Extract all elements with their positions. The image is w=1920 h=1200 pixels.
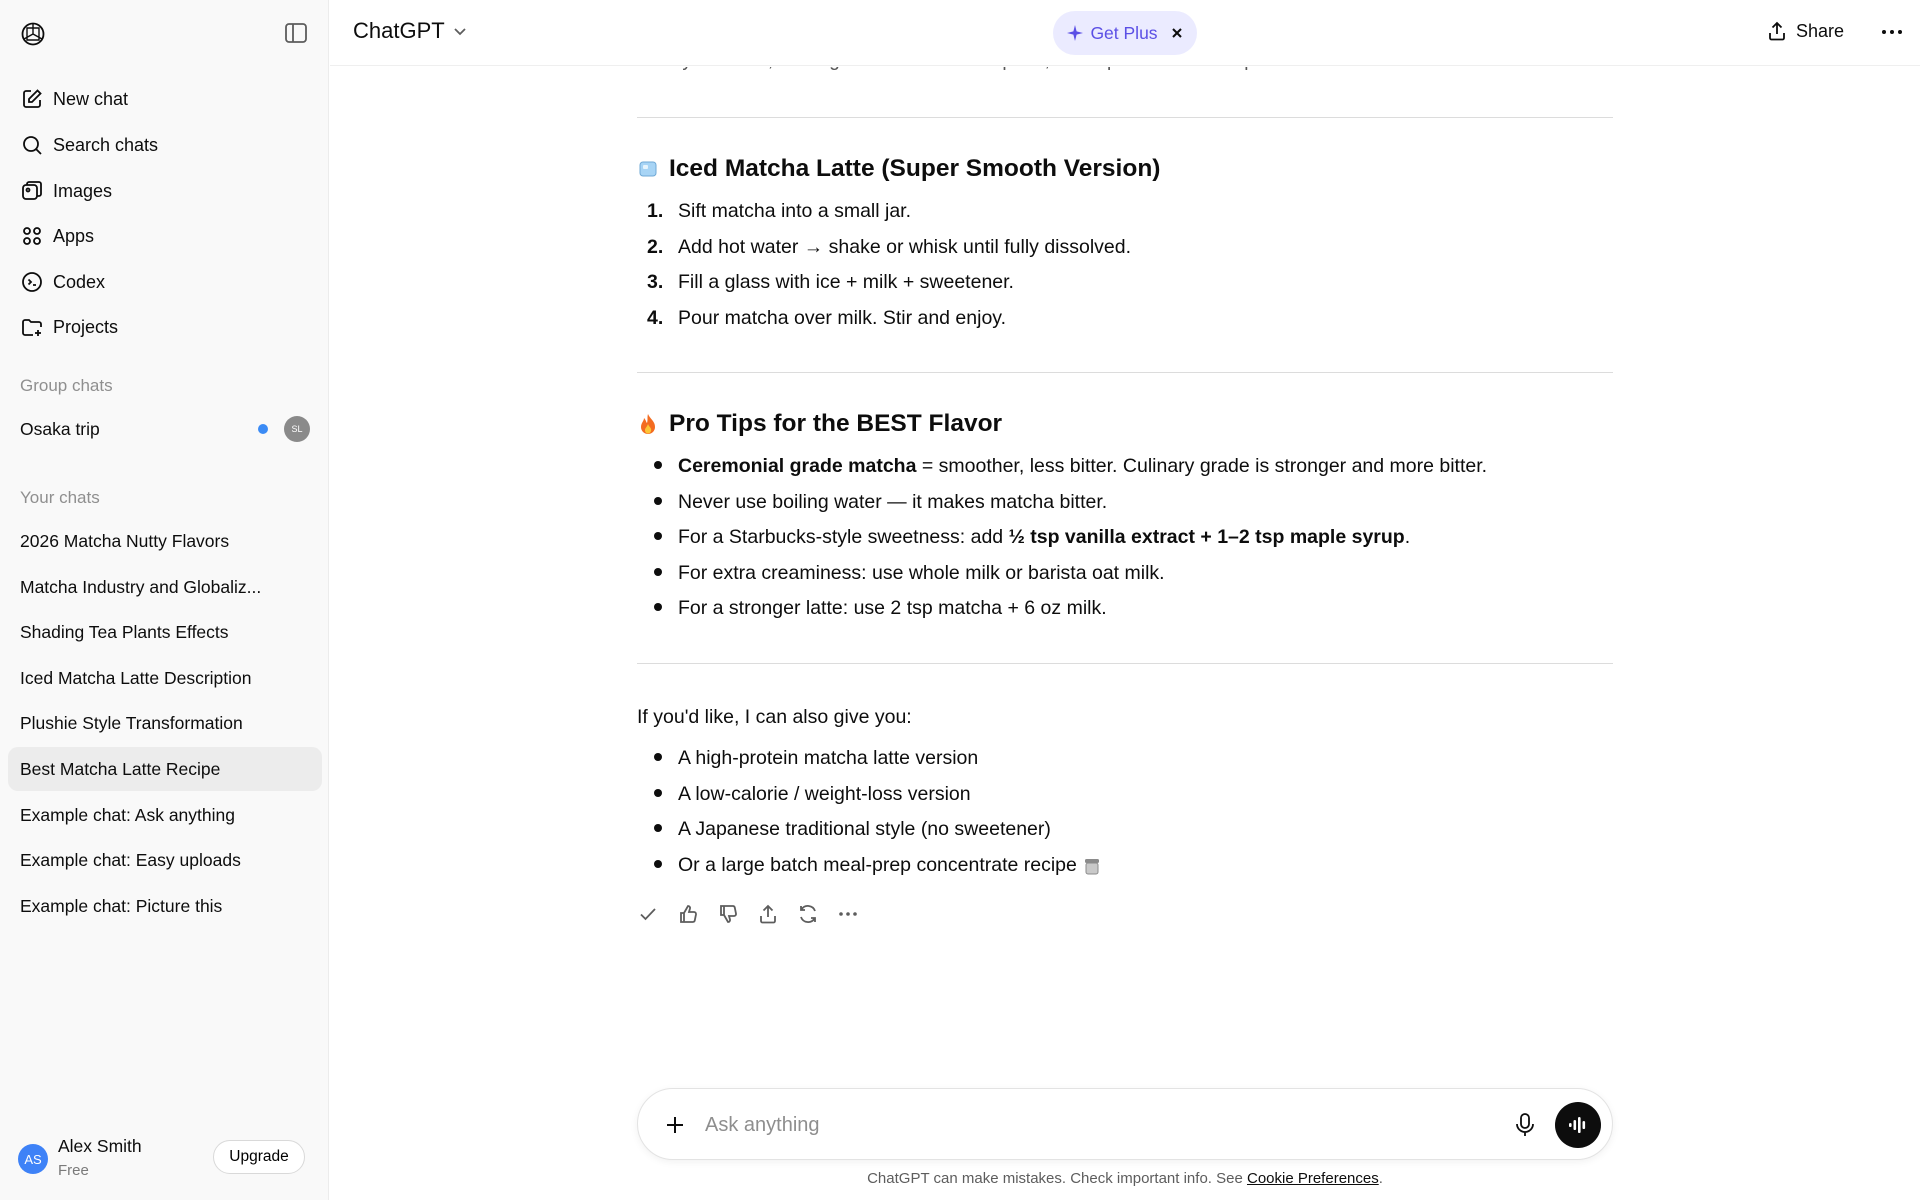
tip-text: For a stronger latte: use 2 tsp matcha + 6 oz milk. <box>678 597 1107 619</box>
user-profile[interactable] <box>0 1130 329 1190</box>
waveform-icon <box>1566 1113 1590 1137</box>
nav-label: Images <box>53 180 113 201</box>
disclaimer-text <box>637 1170 1613 1187</box>
list-item: 4. Pour matcha over milk. Stir and enjoy. <box>647 307 1007 329</box>
list-item <box>654 526 1410 549</box>
chat-item-active[interactable]: Best Matcha Latte Recipe <box>8 747 322 791</box>
user-plan: Free <box>58 1162 89 1179</box>
step-text: Fill a glass with ice + milk + sweetener. <box>678 271 1014 293</box>
more-actions-button[interactable] <box>837 900 877 928</box>
get-plus-label: Get Plus <box>1090 22 1158 43</box>
cookie-preferences-link[interactable]: Cookie Preferences <box>1246 1170 1379 1187</box>
group-avatar: SL <box>284 416 310 442</box>
sidebar-toggle-icon[interactable] <box>284 22 308 44</box>
avatar: AS <box>18 1144 48 1174</box>
nav-label: Codex <box>53 271 106 292</box>
chat-item[interactable]: Example chat: Picture this <box>20 895 223 916</box>
section-heading <box>637 410 1002 438</box>
list-item <box>654 818 1051 841</box>
upgrade-button[interactable]: Upgrade <box>213 1140 305 1174</box>
tip-bold: ½ tsp vanilla extract + 1–2 tsp maple syrup <box>1008 526 1405 548</box>
section-title: Iced Matcha Latte (Super Smooth Version) <box>669 155 1161 182</box>
step-text: Add hot water → shake or whisk until fully dissolved. <box>678 236 1132 258</box>
apps-button[interactable] <box>8 215 322 257</box>
chat-item[interactable]: 2026 Matcha Nutty Flavors <box>20 530 230 551</box>
check-icon <box>637 903 659 925</box>
apps-icon <box>20 224 44 248</box>
model-name: ChatGPT <box>353 18 445 43</box>
more-options-icon[interactable] <box>1878 20 1906 44</box>
codex-icon <box>20 270 44 294</box>
offer-text: A low-calorie / weight-loss version <box>678 783 971 805</box>
your-chats-heading: Your chats <box>20 488 100 507</box>
list-item <box>654 747 978 770</box>
prompt-input[interactable] <box>705 1109 1405 1141</box>
chat-item[interactable]: Plushie Style Transformation <box>20 712 243 733</box>
unread-dot <box>258 424 268 434</box>
offer-text: A Japanese traditional style (no sweetener) <box>678 818 1051 840</box>
step-text: Sift matcha into a small jar. <box>678 200 912 222</box>
ice-cube-icon <box>637 158 659 180</box>
offer-text: A high-protein matcha latte version <box>678 747 979 769</box>
chat-item[interactable]: Example chat: Ask anything <box>20 804 235 825</box>
share-icon <box>1766 20 1788 42</box>
regenerate-button[interactable] <box>797 900 837 928</box>
list-item <box>654 491 1107 514</box>
thumbs-up-icon <box>677 903 699 925</box>
images-icon <box>20 179 44 203</box>
thumbs-down-icon <box>717 903 739 925</box>
divider <box>637 117 1613 118</box>
section-heading <box>637 155 1160 183</box>
list-item: 2. Add hot water → shake or whisk until fully dissolved. <box>647 236 1132 258</box>
tip-text: For extra creaminess: use whole milk or barista oat milk. <box>678 562 1165 584</box>
voice-mode-button[interactable] <box>1555 1102 1601 1148</box>
upload-icon <box>757 903 779 925</box>
group-chats-heading: Group chats <box>20 376 113 395</box>
chat-item[interactable]: Example chat: Easy uploads <box>20 849 241 870</box>
thumbs-down-button[interactable] <box>717 900 757 928</box>
offer-intro: If you'd like, I can also give you: <box>637 706 912 728</box>
copy-button[interactable] <box>637 900 677 928</box>
divider <box>637 372 1613 373</box>
step-text: Pour matcha over milk. Stir and enjoy. <box>678 307 1007 329</box>
sidebar <box>0 0 329 1200</box>
share-label: Share <box>1796 20 1845 41</box>
microphone-icon[interactable] <box>1512 1111 1538 1139</box>
projects-button[interactable] <box>8 306 322 348</box>
get-plus-pill[interactable] <box>1053 11 1197 55</box>
list-item <box>654 597 1107 620</box>
nav-label: New chat <box>53 88 129 109</box>
offer-text: Or a large batch meal-prep concentrate recipe <box>678 854 1077 876</box>
folder-plus-icon <box>20 315 44 339</box>
search-chats-button[interactable] <box>8 124 322 166</box>
group-chat-item[interactable] <box>8 407 322 451</box>
thumbs-up-button[interactable] <box>677 900 717 928</box>
edit-icon <box>20 87 44 111</box>
group-chat-label: Osaka trip <box>20 418 100 439</box>
sparkle-icon <box>1066 24 1084 42</box>
more-horizontal-icon <box>837 903 859 925</box>
nav-label: Search chats <box>53 134 159 155</box>
refresh-icon <box>797 903 819 925</box>
close-icon[interactable] <box>1170 26 1184 40</box>
openai-logo-icon[interactable] <box>19 20 47 48</box>
nav-label: Apps <box>53 225 95 246</box>
disclaimer-body: ChatGPT can make mistakes. Check important info. See <box>867 1170 1247 1187</box>
model-selector[interactable] <box>353 18 469 44</box>
top-header <box>330 0 1920 66</box>
chat-item[interactable]: Matcha Industry and Globaliz... <box>20 576 262 597</box>
chat-item[interactable]: Iced Matcha Latte Description <box>20 667 252 688</box>
composer <box>637 1088 1613 1160</box>
codex-button[interactable] <box>8 261 322 303</box>
tip-bold: Ceremonial grade matcha <box>678 455 917 477</box>
list-item <box>654 562 1165 585</box>
chat-item[interactable]: Shading Tea Plants Effects <box>20 621 229 642</box>
share-button[interactable] <box>1766 20 1844 42</box>
fire-icon <box>637 413 659 435</box>
list-item: 1. Sift matcha into a small jar. <box>647 200 912 222</box>
images-button[interactable] <box>8 170 322 212</box>
list-item <box>654 854 1102 877</box>
divider <box>637 663 1613 664</box>
list-item <box>654 455 1487 478</box>
message-actions <box>637 900 877 928</box>
nav-label: Projects <box>53 316 119 337</box>
search-icon <box>20 133 44 157</box>
tip-text: = smoother, less bitter. Culinary grade is stronger and more bitter. <box>916 455 1488 477</box>
section-title: Pro Tips for the BEST Flavor <box>669 410 1003 437</box>
chevron-down-icon <box>451 22 469 40</box>
list-item <box>654 783 971 806</box>
plus-icon[interactable] <box>662 1112 688 1138</box>
jar-icon <box>1082 857 1102 875</box>
share-response-button[interactable] <box>757 900 797 928</box>
new-chat-button[interactable] <box>8 78 322 120</box>
user-name: Alex Smith <box>58 1136 142 1156</box>
tip-text: Never use boiling water — it makes matcha bitter. <box>678 491 1108 513</box>
tip-text: . <box>1404 526 1411 548</box>
tip-text: For a Starbucks-style sweetness: add <box>678 526 1009 548</box>
list-item: 3. Fill a glass with ice + milk + sweetener. <box>647 271 1014 293</box>
disclaimer-end: . <box>1378 1170 1383 1187</box>
